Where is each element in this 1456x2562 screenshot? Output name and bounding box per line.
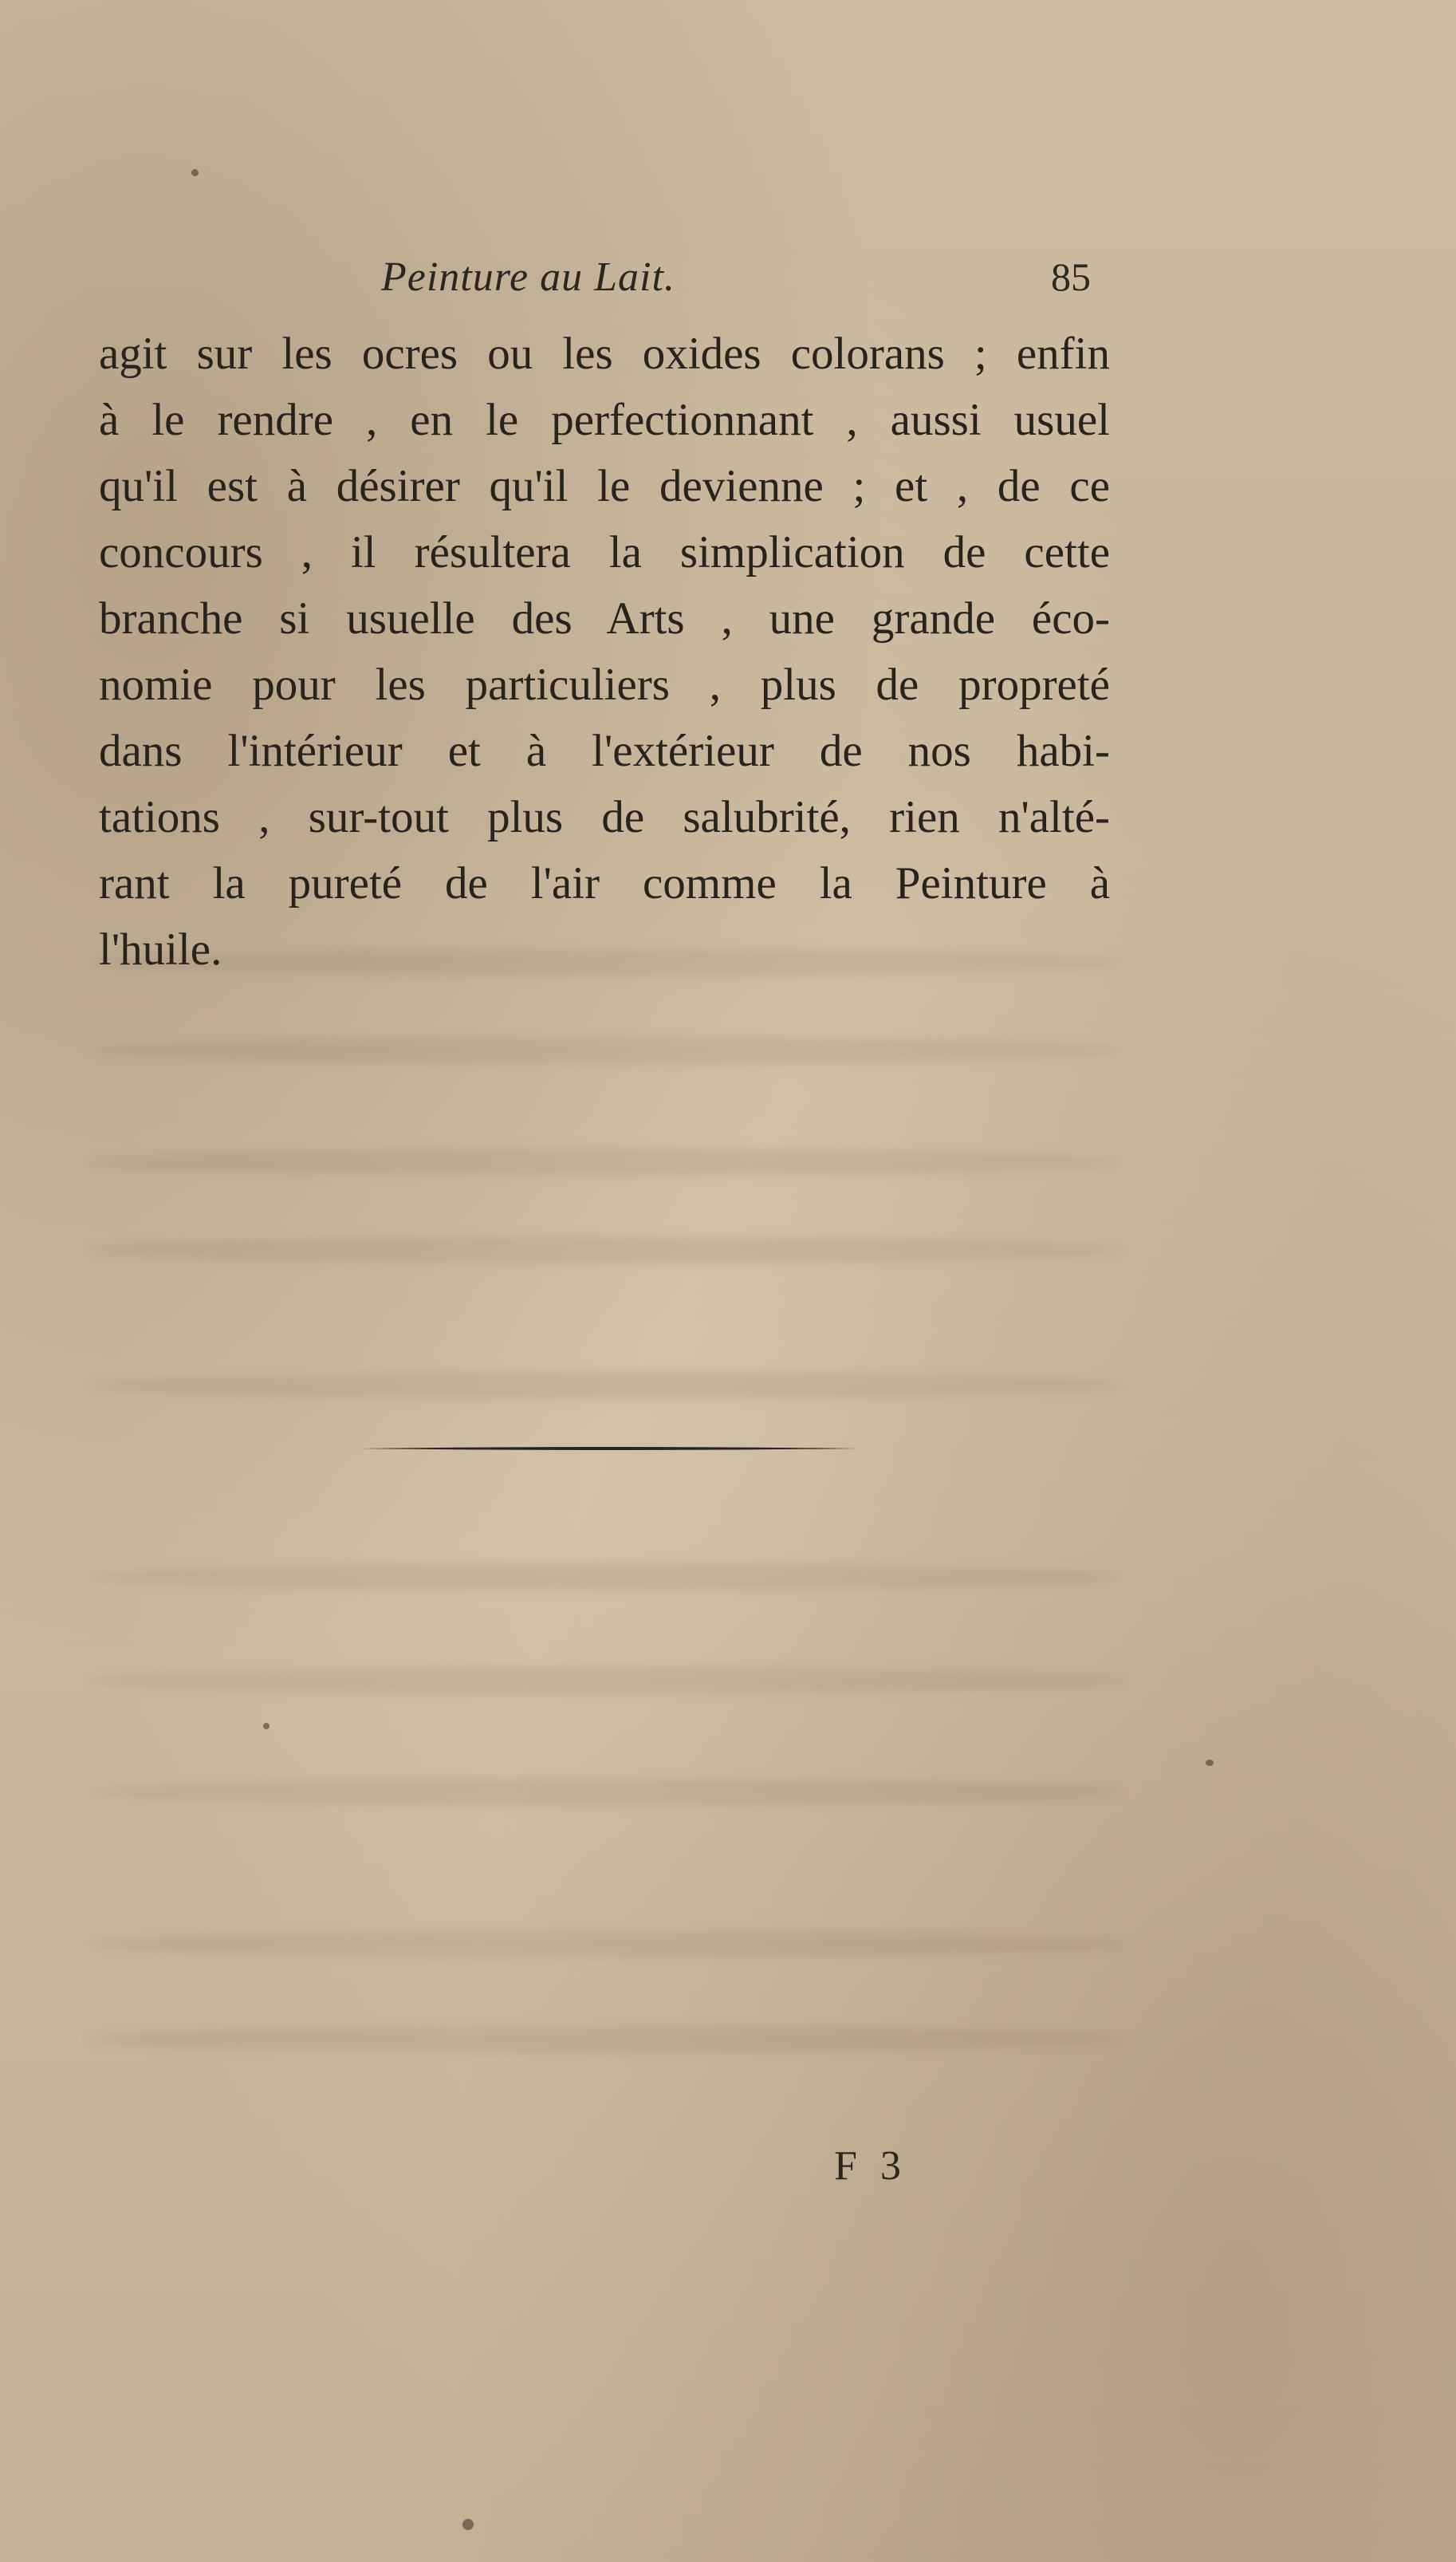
text-line: qu'il est à désirer qu'il le devienne ; et , de ce [99, 461, 1110, 511]
text-line: rant la pureté de l'air comme la Peinture à [99, 858, 1110, 909]
show-through-band [88, 2026, 1124, 2053]
show-through-band [88, 1372, 1124, 1399]
show-through-band [88, 1236, 1124, 1263]
show-through-band [88, 1779, 1124, 1806]
text-line: nomie pour les particuliers , plus de propreté [99, 660, 1110, 710]
body-paragraph [99, 321, 1110, 983]
paper-speck [263, 1723, 270, 1729]
show-through-band [88, 1149, 1124, 1176]
text-line: concours , il résultera la simplication de cette [99, 527, 1110, 577]
text-line: tations , sur-tout plus de salubrité, rien n'alté- [99, 792, 1110, 842]
signature-mark: F 3 [834, 2143, 907, 2189]
text-line: à le rendre , en le perfectionnant , aussi usuel [99, 395, 1110, 445]
running-title: Peinture au Lait. [381, 254, 675, 300]
show-through-band [88, 1563, 1124, 1590]
show-through-band [88, 1667, 1124, 1694]
section-end-rule [359, 1445, 858, 1452]
text-line: dans l'intérieur et à l'extérieur de nos habi- [99, 726, 1110, 776]
show-through-band [88, 1037, 1124, 1064]
show-through-band [88, 1930, 1124, 1957]
text-line: l'huile. [99, 924, 222, 975]
paper-speck [191, 169, 199, 176]
paper-speck [462, 2519, 474, 2530]
paper-speck [1206, 1760, 1214, 1766]
running-header [0, 254, 1456, 302]
page-number: 85 [1051, 254, 1091, 299]
text-line: branche si usuelle des Arts , une grande éco- [99, 593, 1110, 644]
text-line: agit sur les ocres ou les oxides colorans ; enfin [99, 329, 1110, 379]
